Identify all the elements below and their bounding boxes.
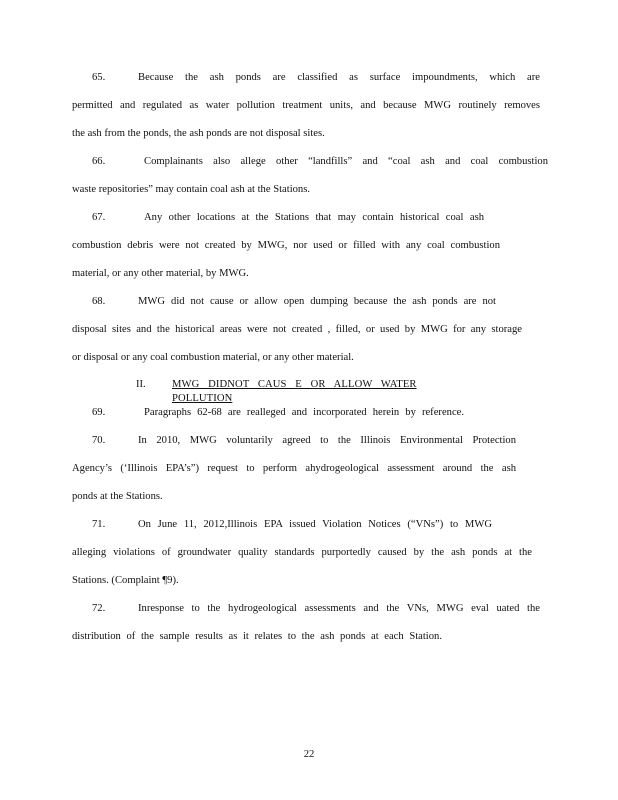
paragraph-text: On June 11, 2012,Illinois EPA issued Violation Notices (“VNs”) to MWG <box>138 519 492 530</box>
paragraph-70-line-2: Agency’s (‘Illinois EPA’s”) request to perform ahydrogeological assessment around the ash <box>72 463 516 474</box>
paragraph-number: 69. <box>92 407 106 418</box>
paragraph-text: Complainants also allege other “landfills” and “coal ash and coal combustion <box>144 156 548 167</box>
paragraph-71-line-2: alleging violations of groundwater quality standards purportedly caused by the ash ponds at the <box>72 547 532 558</box>
paragraph-71-line-3: Stations. (Complaint ¶9). <box>72 575 179 586</box>
paragraph-72-line-2: distribution of the sample results as it relates to the ash ponds at each Station. <box>72 631 442 642</box>
paragraph-68-line-2: disposal sites and the historical areas were not created , filled, or used by MWG for any storage <box>72 324 522 335</box>
paragraph-number: 65. <box>92 72 106 83</box>
paragraph-number: 66. <box>92 156 106 167</box>
page-number: 22 <box>303 749 315 760</box>
section-title: MWG DIDNOT CAUS E OR ALLOW WATER POLLUTION <box>172 379 417 404</box>
paragraph-text: Paragraphs 62-68 are realleged and incorporated herein by reference. <box>144 407 464 418</box>
paragraph-text: MWG did not cause or allow open dumping because the ash ponds are not <box>138 296 496 307</box>
paragraph-text: In 2010, MWG voluntarily agreed to the Illinois Environmental Protection <box>138 435 516 446</box>
paragraph-67-line-2: combustion debris were not created by MWG, nor used or filled with any coal combustion <box>72 240 500 251</box>
paragraph-65-line-3: the ash from the ponds, the ash ponds are not disposal sites. <box>72 128 325 139</box>
paragraph-number: 67. <box>92 212 106 223</box>
paragraph-text: Any other locations at the Stations that may contain historical coal ash <box>144 212 484 223</box>
section-number: II. <box>136 379 146 390</box>
paragraph-67-line-3: material, or any other material, by MWG. <box>72 268 249 279</box>
paragraph-66-line-2: waste repositories” may contain coal ash at the Stations. <box>72 184 310 195</box>
paragraph-70-line-3: ponds at the Stations. <box>72 491 163 502</box>
paragraph-number: 70. <box>92 435 106 446</box>
paragraph-number: 72. <box>92 603 106 614</box>
paragraph-number: 71. <box>92 519 106 530</box>
paragraph-text: Because the ash ponds are classified as surface impoundments, which are <box>138 72 540 83</box>
paragraph-number: 68. <box>92 296 106 307</box>
paragraph-65-line-2: permitted and regulated as water pollution treatment units, and because MWG routinely removes <box>72 100 540 111</box>
paragraph-text: Inresponse to the hydrogeological assessments and the VNs, MWG eval uated the <box>138 603 540 614</box>
paragraph-68-line-3: or disposal or any coal combustion material, or any other material. <box>72 352 354 363</box>
